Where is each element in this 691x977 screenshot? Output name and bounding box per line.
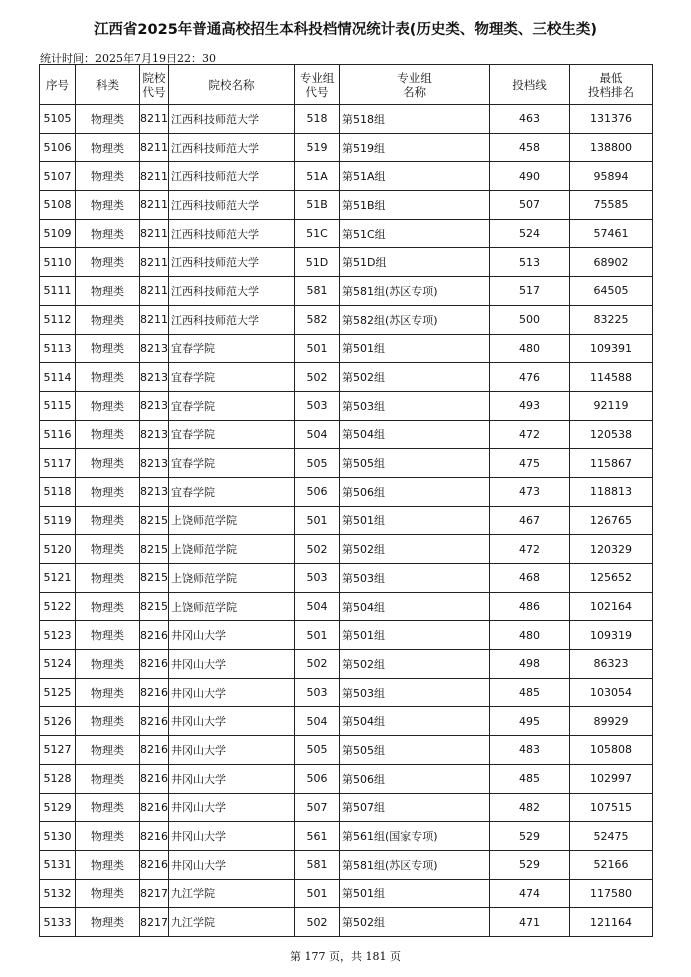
cell-category: 物理类 (76, 592, 140, 621)
cell-min-rank: 64505 (570, 277, 653, 306)
cell-min-rank: 120329 (570, 535, 653, 564)
table-row (40, 191, 653, 220)
table-row (40, 564, 653, 593)
cell-category: 物理类 (76, 621, 140, 650)
cell-group-name: 第502组 (340, 908, 490, 937)
header-school-code: 院校 代号 (140, 65, 169, 105)
cell-category: 物理类 (76, 191, 140, 220)
header-min-rank: 最低 投档排名 (570, 65, 653, 105)
cell-seq: 5116 (40, 420, 76, 449)
cell-group-name: 第503组 (340, 678, 490, 707)
cell-seq: 5125 (40, 678, 76, 707)
table-row (40, 879, 653, 908)
cell-group-code: 51C (295, 219, 340, 248)
cell-school-code: 8213 (140, 449, 169, 478)
cell-category: 物理类 (76, 162, 140, 191)
cell-min-rank: 118813 (570, 477, 653, 506)
cell-school-code: 8211 (140, 305, 169, 334)
header-seq: 序号 (40, 65, 76, 105)
cell-group-name: 第501组 (340, 334, 490, 363)
cell-group-code: 518 (295, 105, 340, 134)
cell-seq: 5133 (40, 908, 76, 937)
table-row (40, 707, 653, 736)
cell-school-name: 上饶师范学院 (169, 506, 295, 535)
table-row (40, 793, 653, 822)
cell-school-name: 江西科技师范大学 (169, 191, 295, 220)
cell-category: 物理类 (76, 105, 140, 134)
cell-group-name: 第503组 (340, 391, 490, 420)
cell-group-name: 第501组 (340, 506, 490, 535)
cell-school-name: 宜春学院 (169, 449, 295, 478)
cell-school-name: 上饶师范学院 (169, 535, 295, 564)
cell-cutoff: 517 (490, 277, 570, 306)
cell-seq: 5130 (40, 822, 76, 851)
cell-cutoff: 472 (490, 535, 570, 564)
cell-seq: 5109 (40, 219, 76, 248)
cell-min-rank: 103054 (570, 678, 653, 707)
header-school-name: 院校名称 (169, 65, 295, 105)
cell-min-rank: 102164 (570, 592, 653, 621)
cell-category: 物理类 (76, 822, 140, 851)
table-row (40, 133, 653, 162)
cell-min-rank: 105808 (570, 736, 653, 765)
cell-category: 物理类 (76, 477, 140, 506)
cell-school-code: 8211 (140, 248, 169, 277)
cell-group-code: 503 (295, 564, 340, 593)
table-row (40, 105, 653, 134)
cell-school-name: 上饶师范学院 (169, 592, 295, 621)
cell-school-code: 8216 (140, 678, 169, 707)
header-category: 科类 (76, 65, 140, 105)
cell-school-code: 8216 (140, 793, 169, 822)
cell-category: 物理类 (76, 736, 140, 765)
table-row (40, 477, 653, 506)
cell-category: 物理类 (76, 248, 140, 277)
cell-min-rank: 126765 (570, 506, 653, 535)
table-row (40, 678, 653, 707)
cell-cutoff: 524 (490, 219, 570, 248)
table-body (40, 105, 653, 937)
cell-group-name: 第518组 (340, 105, 490, 134)
cell-min-rank: 117580 (570, 879, 653, 908)
cell-category: 物理类 (76, 535, 140, 564)
cell-group-code: 581 (295, 277, 340, 306)
cell-school-code: 8215 (140, 592, 169, 621)
cell-group-code: 502 (295, 363, 340, 392)
cell-school-name: 井冈山大学 (169, 822, 295, 851)
cell-cutoff: 463 (490, 105, 570, 134)
cell-cutoff: 485 (490, 764, 570, 793)
cell-min-rank: 109319 (570, 621, 653, 650)
cell-seq: 5111 (40, 277, 76, 306)
cell-group-code: 501 (295, 879, 340, 908)
cell-group-name: 第519组 (340, 133, 490, 162)
cell-seq: 5106 (40, 133, 76, 162)
cell-category: 物理类 (76, 305, 140, 334)
cell-seq: 5117 (40, 449, 76, 478)
cell-cutoff: 475 (490, 449, 570, 478)
cell-cutoff: 471 (490, 908, 570, 937)
cell-group-name: 第51C组 (340, 219, 490, 248)
cell-school-name: 江西科技师范大学 (169, 305, 295, 334)
cell-group-name: 第505组 (340, 449, 490, 478)
cell-cutoff: 476 (490, 363, 570, 392)
cell-seq: 5131 (40, 850, 76, 879)
cell-category: 物理类 (76, 449, 140, 478)
cell-group-code: 501 (295, 506, 340, 535)
cell-min-rank: 52166 (570, 850, 653, 879)
table-row (40, 592, 653, 621)
cell-school-name: 江西科技师范大学 (169, 105, 295, 134)
cell-category: 物理类 (76, 678, 140, 707)
cell-cutoff: 495 (490, 707, 570, 736)
cell-group-name: 第581组(苏区专项) (340, 850, 490, 879)
cell-min-rank: 68902 (570, 248, 653, 277)
cell-cutoff: 480 (490, 334, 570, 363)
cell-seq: 5128 (40, 764, 76, 793)
table-row (40, 736, 653, 765)
cell-cutoff: 493 (490, 391, 570, 420)
cell-min-rank: 83225 (570, 305, 653, 334)
cell-school-code: 8216 (140, 707, 169, 736)
cell-school-code: 8216 (140, 650, 169, 679)
cell-category: 物理类 (76, 879, 140, 908)
cell-category: 物理类 (76, 908, 140, 937)
cell-school-name: 宜春学院 (169, 363, 295, 392)
cell-school-name: 九江学院 (169, 908, 295, 937)
cell-cutoff: 458 (490, 133, 570, 162)
cell-group-code: 504 (295, 420, 340, 449)
cell-category: 物理类 (76, 564, 140, 593)
cell-seq: 5127 (40, 736, 76, 765)
cell-school-name: 井冈山大学 (169, 707, 295, 736)
cell-seq: 5110 (40, 248, 76, 277)
cell-group-name: 第561组(国家专项) (340, 822, 490, 851)
cell-seq: 5122 (40, 592, 76, 621)
cell-group-code: 505 (295, 449, 340, 478)
cell-cutoff: 490 (490, 162, 570, 191)
cell-seq: 5114 (40, 363, 76, 392)
cell-school-code: 8213 (140, 477, 169, 506)
cell-school-name: 江西科技师范大学 (169, 277, 295, 306)
cell-group-code: 501 (295, 621, 340, 650)
cell-group-code: 504 (295, 592, 340, 621)
cell-seq: 5126 (40, 707, 76, 736)
cell-cutoff: 467 (490, 506, 570, 535)
cell-group-code: 507 (295, 793, 340, 822)
cell-category: 物理类 (76, 391, 140, 420)
table-row (40, 822, 653, 851)
cell-cutoff: 482 (490, 793, 570, 822)
cell-group-code: 506 (295, 477, 340, 506)
statistics-time: 统计时间：2025年7月19日22：30 (40, 52, 216, 65)
cell-cutoff: 483 (490, 736, 570, 765)
cell-school-code: 8213 (140, 334, 169, 363)
cell-min-rank: 131376 (570, 105, 653, 134)
cell-group-name: 第505组 (340, 736, 490, 765)
cell-school-name: 上饶师范学院 (169, 564, 295, 593)
cell-school-code: 8217 (140, 908, 169, 937)
cell-group-code: 51A (295, 162, 340, 191)
table-header (40, 65, 653, 105)
cell-category: 物理类 (76, 850, 140, 879)
table-row (40, 621, 653, 650)
cell-min-rank: 57461 (570, 219, 653, 248)
cell-seq: 5118 (40, 477, 76, 506)
cell-school-name: 九江学院 (169, 879, 295, 908)
cell-min-rank: 109391 (570, 334, 653, 363)
cell-school-code: 8216 (140, 764, 169, 793)
cell-category: 物理类 (76, 506, 140, 535)
cell-cutoff: 507 (490, 191, 570, 220)
cell-group-code: 519 (295, 133, 340, 162)
cell-group-name: 第51B组 (340, 191, 490, 220)
cell-school-code: 8211 (140, 133, 169, 162)
table-row (40, 334, 653, 363)
cell-school-code: 8216 (140, 621, 169, 650)
cell-min-rank: 125652 (570, 564, 653, 593)
cell-group-name: 第504组 (340, 707, 490, 736)
cell-school-name: 井冈山大学 (169, 650, 295, 679)
cell-group-name: 第501组 (340, 621, 490, 650)
cell-school-name: 宜春学院 (169, 477, 295, 506)
cell-category: 物理类 (76, 334, 140, 363)
cell-category: 物理类 (76, 133, 140, 162)
cell-school-code: 8211 (140, 277, 169, 306)
cell-min-rank: 121164 (570, 908, 653, 937)
cell-school-name: 井冈山大学 (169, 736, 295, 765)
cell-group-code: 505 (295, 736, 340, 765)
table-row (40, 363, 653, 392)
cell-school-code: 8215 (140, 506, 169, 535)
cell-group-code: 504 (295, 707, 340, 736)
cell-cutoff: 529 (490, 822, 570, 851)
cell-group-code: 506 (295, 764, 340, 793)
cell-cutoff: 480 (490, 621, 570, 650)
table-row (40, 535, 653, 564)
cell-group-name: 第502组 (340, 535, 490, 564)
table-row (40, 219, 653, 248)
cell-group-name: 第506组 (340, 764, 490, 793)
cell-group-name: 第582组(苏区专项) (340, 305, 490, 334)
cell-group-name: 第502组 (340, 363, 490, 392)
cell-group-name: 第581组(苏区专项) (340, 277, 490, 306)
table-row (40, 391, 653, 420)
cell-school-code: 8211 (140, 219, 169, 248)
cell-min-rank: 52475 (570, 822, 653, 851)
table-row (40, 162, 653, 191)
cell-group-name: 第504组 (340, 420, 490, 449)
document-title: 江西省2025年普通高校招生本科投档情况统计表(历史类、物理类、三校生类) (93, 22, 598, 38)
cell-school-code: 8216 (140, 822, 169, 851)
cell-school-code: 8213 (140, 363, 169, 392)
cell-cutoff: 473 (490, 477, 570, 506)
cell-group-name: 第507组 (340, 793, 490, 822)
cell-group-code: 561 (295, 822, 340, 851)
cell-cutoff: 485 (490, 678, 570, 707)
cell-cutoff: 468 (490, 564, 570, 593)
cell-seq: 5105 (40, 105, 76, 134)
cell-group-name: 第503组 (340, 564, 490, 593)
cell-seq: 5123 (40, 621, 76, 650)
cell-seq: 5121 (40, 564, 76, 593)
table-row (40, 248, 653, 277)
table-row (40, 764, 653, 793)
cell-group-code: 502 (295, 908, 340, 937)
cell-min-rank: 89929 (570, 707, 653, 736)
cell-group-name: 第504组 (340, 592, 490, 621)
cell-seq: 5124 (40, 650, 76, 679)
cell-school-name: 江西科技师范大学 (169, 133, 295, 162)
cell-group-code: 51D (295, 248, 340, 277)
cell-group-code: 503 (295, 678, 340, 707)
cell-category: 物理类 (76, 277, 140, 306)
table-row (40, 650, 653, 679)
cell-school-name: 井冈山大学 (169, 793, 295, 822)
cell-min-rank: 114588 (570, 363, 653, 392)
cell-school-name: 江西科技师范大学 (169, 219, 295, 248)
cell-seq: 5129 (40, 793, 76, 822)
header-group-name: 专业组 名称 (340, 65, 490, 105)
cell-school-name: 井冈山大学 (169, 678, 295, 707)
table-row (40, 305, 653, 334)
cell-school-code: 8213 (140, 420, 169, 449)
cell-min-rank: 86323 (570, 650, 653, 679)
cell-min-rank: 115867 (570, 449, 653, 478)
cell-cutoff: 486 (490, 592, 570, 621)
cell-min-rank: 75585 (570, 191, 653, 220)
cell-school-name: 宜春学院 (169, 334, 295, 363)
cell-school-code: 8211 (140, 191, 169, 220)
cell-seq: 5113 (40, 334, 76, 363)
cell-group-name: 第51A组 (340, 162, 490, 191)
cell-school-code: 8211 (140, 105, 169, 134)
cell-seq: 5115 (40, 391, 76, 420)
cell-school-code: 8216 (140, 736, 169, 765)
cell-seq: 5108 (40, 191, 76, 220)
cell-category: 物理类 (76, 793, 140, 822)
cell-seq: 5119 (40, 506, 76, 535)
cell-min-rank: 107515 (570, 793, 653, 822)
cell-school-name: 江西科技师范大学 (169, 248, 295, 277)
table-row (40, 420, 653, 449)
cell-school-code: 8215 (140, 564, 169, 593)
cell-school-code: 8213 (140, 391, 169, 420)
cell-cutoff: 472 (490, 420, 570, 449)
cell-group-code: 581 (295, 850, 340, 879)
cell-group-code: 502 (295, 650, 340, 679)
cell-seq: 5120 (40, 535, 76, 564)
admission-table (39, 64, 653, 937)
cell-school-name: 宜春学院 (169, 391, 295, 420)
cell-group-name: 第501组 (340, 879, 490, 908)
cell-category: 物理类 (76, 420, 140, 449)
cell-seq: 5132 (40, 879, 76, 908)
table-row (40, 908, 653, 937)
cell-school-name: 宜春学院 (169, 420, 295, 449)
cell-group-name: 第506组 (340, 477, 490, 506)
cell-category: 物理类 (76, 363, 140, 392)
cell-group-name: 第502组 (340, 650, 490, 679)
cell-cutoff: 498 (490, 650, 570, 679)
cell-school-code: 8217 (140, 879, 169, 908)
page-footer: 第 177 页，共 181 页 (290, 950, 401, 963)
cell-min-rank: 102997 (570, 764, 653, 793)
cell-cutoff: 474 (490, 879, 570, 908)
cell-min-rank: 95894 (570, 162, 653, 191)
cell-school-name: 井冈山大学 (169, 621, 295, 650)
cell-group-code: 503 (295, 391, 340, 420)
cell-category: 物理类 (76, 707, 140, 736)
table-row (40, 277, 653, 306)
cell-seq: 5107 (40, 162, 76, 191)
cell-category: 物理类 (76, 650, 140, 679)
cell-group-name: 第51D组 (340, 248, 490, 277)
cell-cutoff: 529 (490, 850, 570, 879)
cell-min-rank: 120538 (570, 420, 653, 449)
cell-group-code: 501 (295, 334, 340, 363)
table-row (40, 850, 653, 879)
cell-school-name: 井冈山大学 (169, 850, 295, 879)
cell-school-name: 江西科技师范大学 (169, 162, 295, 191)
cell-min-rank: 92119 (570, 391, 653, 420)
cell-cutoff: 500 (490, 305, 570, 334)
cell-group-code: 51B (295, 191, 340, 220)
cell-group-code: 582 (295, 305, 340, 334)
cell-category: 物理类 (76, 219, 140, 248)
cell-cutoff: 513 (490, 248, 570, 277)
header-cutoff: 投档线 (490, 65, 570, 105)
table-row (40, 506, 653, 535)
cell-category: 物理类 (76, 764, 140, 793)
cell-group-code: 502 (295, 535, 340, 564)
header-group-code: 专业组 代号 (295, 65, 340, 105)
cell-school-code: 8216 (140, 850, 169, 879)
cell-school-code: 8215 (140, 535, 169, 564)
cell-seq: 5112 (40, 305, 76, 334)
cell-school-name: 井冈山大学 (169, 764, 295, 793)
table-row (40, 449, 653, 478)
cell-min-rank: 138800 (570, 133, 653, 162)
cell-school-code: 8211 (140, 162, 169, 191)
